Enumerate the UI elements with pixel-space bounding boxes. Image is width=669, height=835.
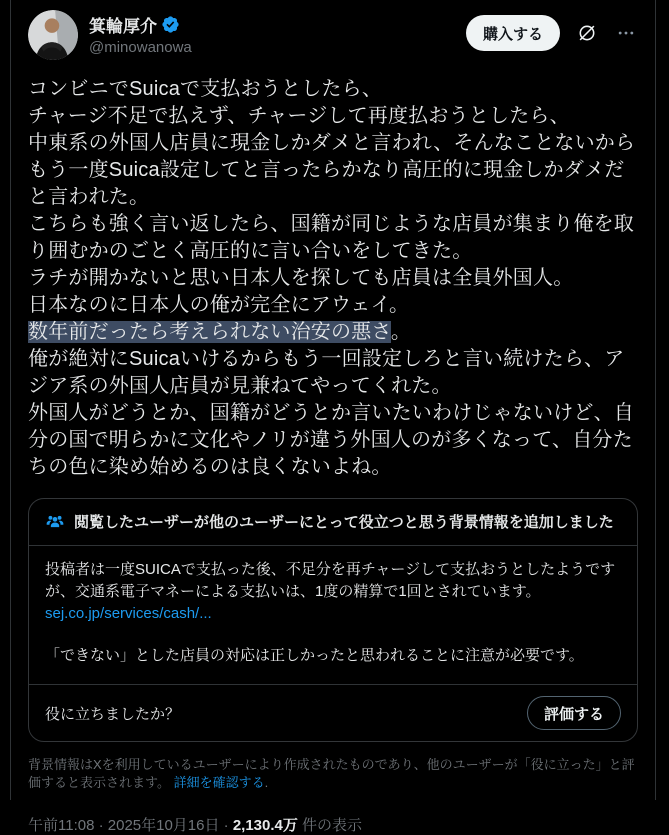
tweet-line: 外国人がどうとか、国籍がどうとか言いたいわけじゃないけど、自分の国で明らかに文化やノリが違う外国人のが多くなって、自分たちの色に染め始めるのは良くないよね。 [28,402,634,478]
post-header [28,10,638,60]
note-text-2: 「できない」とした店員の対応は正しかったと思われることに注意が必要です。 [45,647,584,664]
disclaimer-suffix: . [264,775,269,790]
learn-more-link[interactable]: 詳細を確認する [173,775,265,790]
avatar[interactable] [28,10,78,60]
note-disclaimer [28,756,638,792]
verified-badge-icon [161,15,180,34]
community-note [28,498,638,742]
disclaimer-text: 背景情報はXを利用しているユーザーにより作成されたものであり、他のユーザーが「役に立った」と評価すると表示されます。 [28,757,635,790]
header-actions [466,10,638,51]
tweet-line: ラチが開かないと思い日本人を探しても店員は全員外国人。 [28,267,574,289]
community-note-footer [29,685,637,741]
community-note-title: 閲覧したユーザーが他のユーザーにとって役立つと思う背景情報を追加しました [74,513,614,531]
more-menu-icon[interactable] [614,21,638,45]
user-handle[interactable]: @minowanowa [89,39,192,56]
tweet-line: 日本なのに日本人の俺が完全にアウェイ。 [28,294,410,316]
purchase-button[interactable]: 購入する [466,15,560,51]
rate-note-button[interactable]: 評価する [527,696,621,730]
views-count: 2,130.4万 [232,817,298,834]
tweet-line: 俺が絶対にSuicaいけるからもう一回設定しろと言い続けたら、アジア系の外国人店員が見兼ねてやってくれた。 [28,348,625,397]
tweet-line: 中東系の外国人店員に現金しかダメと言われ、そんなことないからもう一度Suica設定してと言ったらかなり高圧的に現金しかダメだと言われた。 [28,132,636,208]
tweet-line: コンビニでSuicaで支払おうとしたら、 [28,78,383,100]
post-meta [28,814,638,835]
user-block [89,10,192,56]
note-source-link[interactable]: sej.co.jp/services/cash/... [45,605,212,622]
tweet-line: チャージ不足で払えず、チャージして再度払おうとしたら、 [28,105,570,127]
views-label: 件の表示 [297,817,363,834]
tweet-line-highlighted [28,319,638,346]
avatar-image [28,10,78,60]
tweet-text [28,76,638,481]
selected-text: 数年前だったら考えられない治安の悪さ [28,321,391,343]
timestamp: 午前11:08 · 2025年10月16日 · [28,817,233,834]
display-name[interactable]: 箕輪厚介 [89,17,157,36]
grok-icon[interactable] [574,20,600,46]
post-column [10,0,656,834]
community-note-header [29,499,637,546]
selected-text-suffix: 。 [390,321,412,343]
note-helpful-question: 役に立ちましたか？ [45,705,181,723]
note-text-1: 投稿者は一度SUICAで支払った後、不足分を再チャージして支払おうとしたようですが、交通系電子マネーによる支払いは、1度の精算で1回とされています。 [45,561,616,600]
people-group-icon [45,512,65,532]
tweet-line: こちらも強く言い返したら、国籍が同じような店員が集まり俺を取り囲むかのごとく高圧的に言い合いをしてきた。 [28,213,634,262]
community-note-body [29,546,637,685]
